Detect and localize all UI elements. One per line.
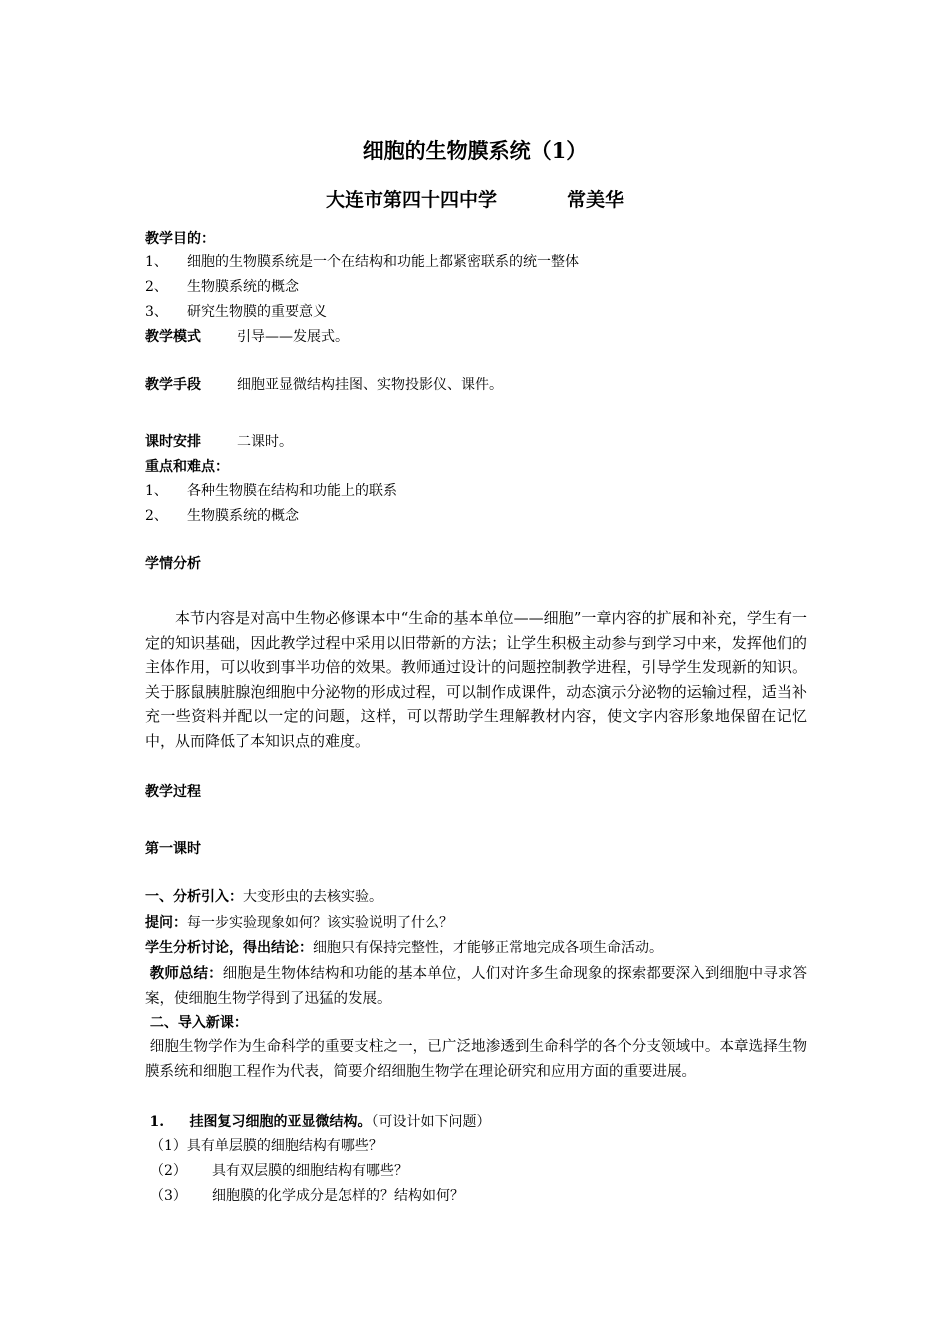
keypoint-item: 2、 生物膜系统的概念 <box>145 508 299 524</box>
step1-question: （1）具有单层膜的细胞结构有哪些？ <box>150 1138 383 1154</box>
document-title: 细胞的生物膜系统（1） <box>362 138 588 163</box>
discussion-line: 学生分析讨论，得出结论：细胞只有保持完整性，才能够正常地完成各项生命活动。 <box>145 940 663 956</box>
author-name: 常美华 <box>567 189 625 211</box>
objective-item: 3、 研究生物膜的重要意义 <box>145 304 327 320</box>
step1-question: （2） 具有双层膜的细胞结构有哪些？ <box>150 1163 408 1179</box>
author-line <box>0 187 950 213</box>
analysis-paragraph: 本节内容是对高中生物必修课本中“生命的基本单位——细胞”一章内容的扩展和补充，学生有一定的知识基础，因此教学过程中采用以旧带新的方法；让学生积极主动参与到学习中来，发挥他们的主体作用，可以收到事半功倍的效果。教师通过设计的问题控制教学进程，引导学生发现新的知识。关于豚鼠胰脏腺泡细胞中分泌物的形成过程，可以制作成课件，动态演示分泌物的运输过程，适当补充一些资料并配以一定的问题，这样，可以帮助学生理解教材内容，使文字内容形象地保留在记忆中，从而降低了本知识点的难度。 <box>145 609 807 750</box>
keypoints-heading: 重点和难点： <box>145 459 229 475</box>
newlesson-paragraph: 细胞生物学作为生命科学的重要支柱之一，已广泛地渗透到生命科学的各个分支领域中。本章选择生物膜系统和细胞工程作为代表，简要介绍细胞生物学在理论研究和应用方面的重要进展。 <box>145 1039 807 1080</box>
lesson-heading: 第一课时 <box>145 841 201 857</box>
keypoint-item: 1、 各种生物膜在结构和功能上的联系 <box>145 483 397 499</box>
question-line: 提问：每一步实验现象如何？该实验说明了什么？ <box>145 915 453 931</box>
analysis-heading: 学情分析 <box>145 556 201 572</box>
teacher-summary: 教师总结：细胞是生物体结构和功能的基本单位，人们对许多生命现象的探索都要深入到细胞中寻求答案，使细胞生物学得到了迅猛的发展。 <box>145 965 808 1007</box>
teaching-mode: 教学模式 引导——发展式。 <box>145 329 349 345</box>
newlesson-heading: 二、导入新课： <box>149 1015 248 1031</box>
objective-item: 1、 细胞的生物膜系统是一个在结构和功能上都紧密联系的统一整体 <box>145 254 579 270</box>
process-heading: 教学过程 <box>145 784 201 800</box>
step1-question: （3） 细胞膜的化学成分是怎样的？结构如何？ <box>150 1188 464 1204</box>
class-schedule: 课时安排 二课时。 <box>145 434 293 450</box>
objectives-heading: 教学目的： <box>145 231 215 247</box>
author-school: 大连市第四十四中学 <box>325 189 497 211</box>
teaching-means: 教学手段 细胞亚显微结构挂图、实物投影仪、课件。 <box>145 377 503 393</box>
intro-line: 一、分析引入：大变形虫的去核实验。 <box>145 889 383 905</box>
step1-line: 1. 挂图复习细胞的亚显微结构。（可设计如下问题） <box>149 1114 491 1130</box>
objective-item: 2、 生物膜系统的概念 <box>145 279 299 295</box>
